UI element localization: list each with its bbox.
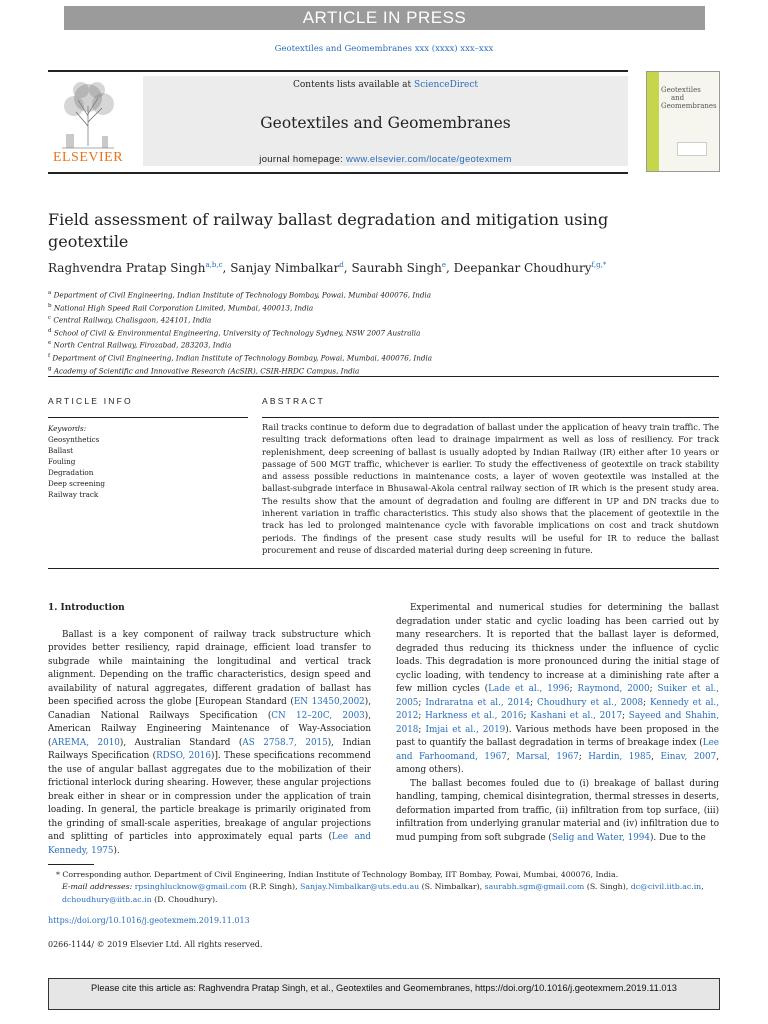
contents-line: Contents lists available at ScienceDirect	[293, 80, 478, 90]
citation-link[interactable]: RDSO, 2016	[156, 751, 212, 761]
citation-link[interactable]: Selig and Water, 1994	[551, 832, 650, 843]
email-owner: (S. Singh),	[584, 882, 631, 892]
author-list: Raghvendra Pratap Singh$^{a,b,c}$, Sanjay Nimbalkar$^d$, Saurabh Singh$^e$, Deepankar Choudhury$^{f,g,*}$	[48, 261, 607, 275]
keyword: Geosynthetics	[48, 435, 100, 444]
citation-link[interactable]: Harkness et al., 2016	[425, 711, 524, 721]
affiliation	[48, 326, 728, 339]
text-run: ;	[418, 697, 426, 708]
text-run: ). Due to the	[649, 832, 706, 843]
text-run: ), Indian Railways Specification (	[48, 737, 371, 761]
footnote-rule	[48, 864, 94, 865]
journal-homepage: journal homepage: www.elsevier.com/locate/geotexmem	[259, 154, 512, 165]
citation-link[interactable]: CN 12–20C, 2003	[271, 710, 365, 721]
author-name[interactable]: Raghvendra Pratap Singh	[48, 261, 206, 275]
affiliation	[48, 338, 728, 351]
text-run: ), Australian Standard (	[119, 737, 243, 748]
keyword: Ballast	[48, 445, 74, 455]
cover-title: Geotextiles and Geomembranes	[661, 86, 717, 110]
citation-link[interactable]: EN 13450,2002	[293, 697, 365, 707]
author-affiliation-marks[interactable]: d	[339, 261, 344, 269]
email-link[interactable]: saurabh.sgm@gmail.com	[484, 882, 585, 892]
text-run: ;	[649, 684, 658, 694]
abstract-text: Rail tracks continue to deform due to degradation of ballast under the application of heavy train traffic. The resulting track deformations often lead to drainage impairment as well as loss of resiliency. For track replenishment, deep screening of ballast is usually adopted by Indian Railway (IR) either after 10 years or passage of 500 MGT traffic, whichever is earlier. To study the effectiveness of geotextile on track stability and assess possible reductions in maintenance costs, a layer of woven geotextile was installed at the ballast-subgrade interface in Bhusawal-Akola central railway section of IR which is the present study area. The results show that the amount of degradation and fouling are different in UP and DN tracks due to inherent variation in traffic characteristics. This study also shows that the placement of geotextile in the track has led to prolonged maintenance cycle with favorable implications on cost and track shutdown periods. The findings of the present case study results will be useful for IR to reduce the ballast procurement and reuse of discarded material during deep screening in future.	[262, 422, 719, 555]
email-owner: ,	[701, 882, 704, 892]
citation-link[interactable]: AS 2758.7, 2015	[242, 737, 328, 748]
text-run: ), Canadian National Railways Specification (	[48, 697, 371, 721]
citation-link[interactable]: Einav, 2007	[660, 751, 717, 762]
article-in-press-banner: ARTICLE IN PRESS	[64, 6, 705, 30]
email-label: E-mail addresses:	[62, 882, 135, 892]
author-affiliation-marks[interactable]: e	[441, 261, 447, 269]
body-column-right	[396, 602, 719, 845]
affiliation	[48, 301, 728, 314]
affiliation-text: Central Railway, Chalisgaon, 424101, India	[51, 315, 212, 325]
email-link[interactable]: dc@civil.iitb.ac.in	[630, 882, 702, 892]
keyword-list	[48, 435, 105, 500]
author-affiliation-marks[interactable]: a,b,c	[205, 261, 223, 269]
header-rule	[48, 172, 628, 174]
affiliation-key: d	[48, 327, 52, 334]
section-rule	[48, 376, 719, 377]
author-name[interactable]: Deepankar Choudhury	[453, 261, 592, 275]
affiliation	[48, 364, 728, 377]
citation-link[interactable]: Choudhury et al., 2008	[536, 697, 644, 708]
text-run: , among others).	[396, 751, 720, 775]
keyword: Fouling	[48, 456, 76, 466]
affiliation-text: North Central Railway, Firozabad, 283203, India	[51, 340, 232, 350]
cover-publisher-box	[677, 142, 707, 156]
author-name[interactable]: Sanjay Nimbalkar	[230, 261, 340, 275]
text-run: ;	[578, 751, 589, 762]
citation-link[interactable]: AREMA, 2010	[51, 737, 120, 748]
email-owner: (D. Choudhury).	[151, 894, 218, 904]
citation-link[interactable]: Lee and Farhoomand, 1967	[396, 738, 719, 762]
affiliation-key: b	[48, 302, 52, 309]
email-link[interactable]: Sanjay.Nimbalkar@uts.edu.au	[300, 882, 420, 892]
citation-link[interactable]: Kennedy et al., 2012	[396, 697, 719, 721]
text-run: )]. These specifications recommend the use of angular ballast aggregates due to the mobilization of their frictional interlock during shearing. However, these angular projections break either in shear or in compression under the application of train loading. In general, the particle breakage is primarily originated from the grinding of small-scale asperities, breakage of angular projections and splitting of particles into approximately equal parts (	[48, 751, 371, 842]
journal-title: Geotextiles and Geomembranes	[260, 114, 511, 132]
affiliation-key: g	[48, 365, 52, 372]
section-heading: 1. Introduction	[48, 603, 125, 613]
text-run: ;	[643, 697, 651, 708]
affiliation-text: School of Civil & Environmental Engineering, University of Technology Sydney, NSW 2007 Australia	[51, 328, 421, 338]
elsevier-wordmark: ELSEVIER	[52, 150, 124, 165]
affiliation	[48, 288, 728, 301]
journal-header	[48, 72, 628, 170]
affiliation-list	[48, 288, 728, 376]
body-column-left	[48, 602, 371, 858]
text-run: ).	[113, 845, 120, 856]
sciencedirect-link[interactable]: ScienceDirect	[414, 80, 478, 90]
text-run: ;	[418, 711, 426, 721]
affiliation-text: Department of Civil Engineering, Indian Institute of Technology Bombay, Powai, Mumbai, 400076, India	[50, 353, 433, 363]
citation-link[interactable]: Imjai et al., 2019	[425, 724, 506, 735]
keyword: Railway track	[48, 489, 99, 499]
article-info-heading: ARTICLE INFO	[48, 396, 133, 406]
text-run: Ballast is a key component of railway track substructure which provides better resiliency, rapid drainage, efficient load transfer to subgrade while maintaining the longitudinal and vertical track alignment. Depending on the traffic characteristics, design speed and availability of natural aggregates, different gradation of ballast has been specified across the globe [European Standard (	[48, 629, 371, 707]
email-owner: (R.P. Singh),	[246, 882, 301, 892]
affiliation	[48, 351, 728, 364]
corresponding-author-note: * Corresponding author. Department of Civil Engineering, Indian Institute of Technology Bombay, IIT Bombay, Powai, Mumbai, 400076, India.	[56, 870, 619, 879]
paragraph	[48, 629, 371, 859]
affiliation-key: e	[48, 340, 52, 347]
affiliation	[48, 313, 728, 326]
article-info-rule	[48, 417, 248, 418]
email-owner: (S. Nimbalkar),	[419, 882, 485, 892]
paragraph	[396, 778, 719, 846]
text-run: ;	[622, 711, 629, 721]
text-run: ;	[418, 724, 426, 735]
text-run: The ballast becomes fouled due to (i) breakage of ballast during handling, tamping, chemical disintegration, thermal stresses in deserts, deformation imparted from traffic, (ii) infiltration from top surface, (iii) infiltration from underlying granular material and (iv) infiltration due to mud pumping from soft subgrade (	[396, 778, 719, 843]
citation-link[interactable]: Sayeed and Shahin, 2018	[396, 711, 720, 735]
journal-reference-link[interactable]: Geotextiles and Geomembranes xxx (xxxx) xxx–xxx	[274, 44, 494, 54]
text-run: ;	[530, 697, 537, 708]
section-rule	[48, 568, 719, 569]
citation-link[interactable]: Raymond, 2000	[577, 684, 650, 694]
text-run: Experimental and numerical studies for determining the ballast degradation under static and cyclic loading has been carried out by many researchers. It is reported that the ballast layer is deformed, degraded thus reducing its thickness under the influence of cyclic loads. This degradation is more pronounced during the initial stage of cyclic loading, with tendency to increase at a diminishing rate after a few million cycles (	[396, 603, 719, 694]
email-addresses	[48, 881, 728, 906]
paragraph	[396, 602, 719, 778]
citation-link[interactable]: Hardin, 1985	[588, 751, 652, 762]
article-title: Field assessment of railway ballast degradation and mitigation using geotextile	[48, 210, 609, 251]
keyword: Degradation	[48, 467, 94, 477]
text-run: ;	[523, 711, 531, 721]
affiliation-key: c	[48, 315, 52, 322]
text-run: ). Various methods have been proposed in the past to quantify the ballast degradation in terms of breakage index (	[396, 724, 719, 748]
cover-strip	[647, 72, 659, 171]
citation-box: Please cite this article as: Raghvendra Pratap Singh, et al., Geotextiles and Geomembranes, https://doi.org/10.1016/j.geotexmem.2019.11.013	[48, 978, 720, 1010]
copyright-notice: 0266-1144/ © 2019 Elsevier Ltd. All rights reserved.	[48, 940, 263, 949]
text-run: ,	[506, 751, 517, 762]
affiliation-text: National High Speed Rail Corporation Limited, Mumbai, 400013, India	[51, 302, 314, 312]
affiliation-text: Department of Civil Engineering, Indian Institute of Technology Bombay, Powai, Mumbai 400076, India	[51, 290, 432, 300]
journal-cover-thumbnail	[646, 71, 720, 172]
text-run: ;	[569, 684, 578, 694]
email-link[interactable]: rpsinghlucknow@gmail.com	[134, 882, 247, 892]
doi-link[interactable]: https://doi.org/10.1016/j.geotexmem.2019.11.013	[48, 916, 250, 925]
keywords-label: Keywords:	[48, 424, 87, 433]
citation-link[interactable]: Kashani et al., 2017	[530, 711, 623, 721]
citation-link[interactable]: Lee and Kennedy, 1975	[48, 832, 371, 856]
citation-link[interactable]: Lade et al., 1996	[488, 684, 570, 694]
journal-header-panel	[143, 76, 628, 166]
citation-link[interactable]: Marsal, 1967	[516, 751, 579, 762]
keyword: Deep screening	[48, 478, 105, 488]
email-link[interactable]: dchoudhury@iitb.ac.in	[62, 894, 152, 904]
abstract-heading: ABSTRACT	[262, 396, 325, 406]
citation-link[interactable]: Suiker et al., 2005	[396, 684, 720, 708]
footnote	[48, 869, 728, 906]
author-name[interactable]: Saurabh Singh	[351, 261, 442, 275]
abstract-rule	[262, 417, 719, 418]
affiliation-text: Academy of Scientific and Innovative Research (AcSIR), CSIR-HRDC Campus, India	[51, 365, 360, 375]
journal-homepage-link[interactable]: www.elsevier.com/locate/geotexmem	[346, 154, 512, 165]
author-affiliation-marks[interactable]: f,g,*	[591, 261, 607, 269]
text-run: ), American Railway Engineering Maintenance of Way-Association (	[48, 710, 371, 748]
affiliation-key: f	[48, 352, 51, 359]
citation-link[interactable]: Indraratna et al., 2014	[425, 697, 531, 708]
affiliation-key: a	[48, 290, 52, 296]
text-run: ,	[651, 751, 661, 762]
